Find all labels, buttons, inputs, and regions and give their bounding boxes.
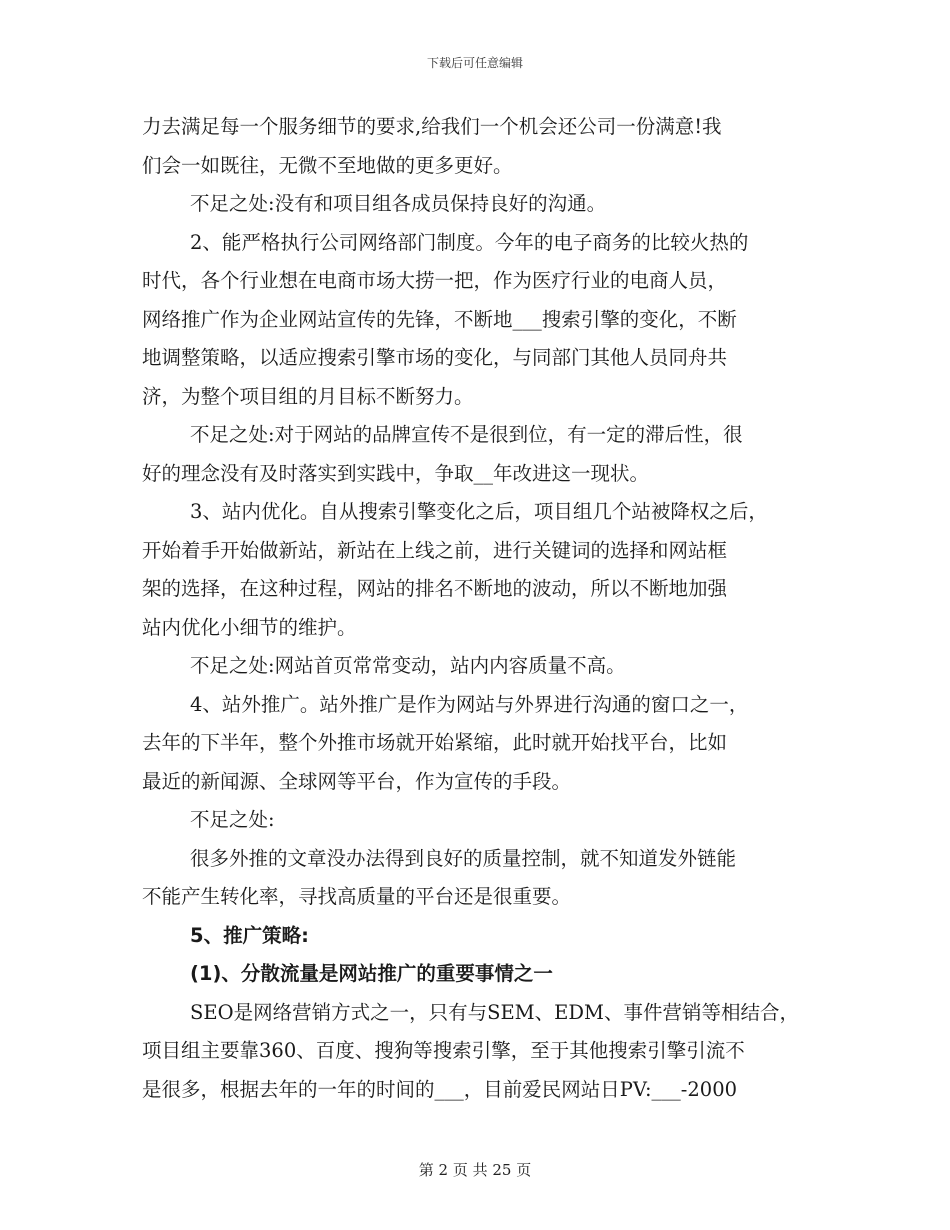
- text-line: 时代，各个行业想在电商市场大捞一把，作为医疗行业的电商人员，: [142, 269, 728, 292]
- text-line: 不足之处:网站首页常常变动，站内内容质量不高。: [190, 654, 626, 677]
- text-line: 很多外推的文章没办法得到良好的质量控制，就不知道发外链能: [190, 846, 737, 870]
- text-line: 好的理念没有及时落实到实践中，争取__年改进这一现状。: [142, 461, 650, 485]
- text-line: 2、能严格执行公司网络部门制度。今年的电子商务的比较火热的: [190, 230, 749, 254]
- text-line: SEO是网络营销方式之一，只有与SEM、EDM、事件营销等相结合，: [190, 1000, 799, 1024]
- text-line: 最近的新闻源、全球网等平台，作为宣传的手段。: [142, 769, 572, 793]
- text-line: 力去满足每一个服务细节的要求,给我们一个机会还公司一份满意!我: [142, 115, 722, 138]
- text-line: 不足之处:对于网站的品牌宣传不是很到位，有一定的滞后性，很: [190, 423, 743, 446]
- text-line: 项目组主要靠360、百度、搜狗等搜索引擎，至于其他搜索引擎引流不: [142, 1039, 745, 1062]
- text-line: 网络推广作为企业网站宣传的先锋，不断地___搜索引擎的变化，不断: [142, 307, 737, 331]
- text-line: 地调整策略，以适应搜索引擎市场的变化，与同部门其他人员同舟共: [142, 346, 728, 369]
- text-line: 4、站外推广。站外推广是作为网站与外界进行沟通的窗口之一，: [190, 692, 749, 716]
- text-line: 开始着手开始做新站，新站在上线之前，进行关键词的选择和网站框: [142, 538, 728, 562]
- text-line: 架的选择，在这种过程，网站的排名不断地的波动，所以不断地加强: [142, 577, 728, 600]
- subsection-heading: (1)、分散流量是网站推广的重要事情之一: [190, 962, 553, 985]
- text-line: 济，为整个项目组的月目标不断努力。: [142, 384, 474, 408]
- page-header: 下载后可任意编辑: [426, 56, 523, 70]
- text-line: 去年的下半年，整个外推市场就开始紧缩，此时就开始找平台，比如: [142, 731, 728, 754]
- text-line: 不能产生转化率，寻找高质量的平台还是很重要。: [142, 885, 572, 908]
- text-line: 站内优化小细节的维护。: [142, 615, 357, 639]
- text-line: 不足之处:: [190, 808, 275, 831]
- text-line: 3、站内优化。自从搜索引擎变化之后，项目组几个站被降权之后，: [190, 500, 768, 523]
- text-line: 不足之处:没有和项目组各成员保持良好的沟通。: [190, 192, 607, 215]
- text-line: 是很多，根据去年的一年的时间的___，目前爱民网站日PV:___-2000: [142, 1077, 738, 1101]
- text-line: 们会一如既往，无微不至地做的更多更好。: [142, 153, 513, 177]
- page-footer: 第 2 页 共 25 页: [418, 1161, 532, 1179]
- document-body: [142, 108, 822, 1109]
- section-heading: 5、推广策略:: [190, 923, 309, 947]
